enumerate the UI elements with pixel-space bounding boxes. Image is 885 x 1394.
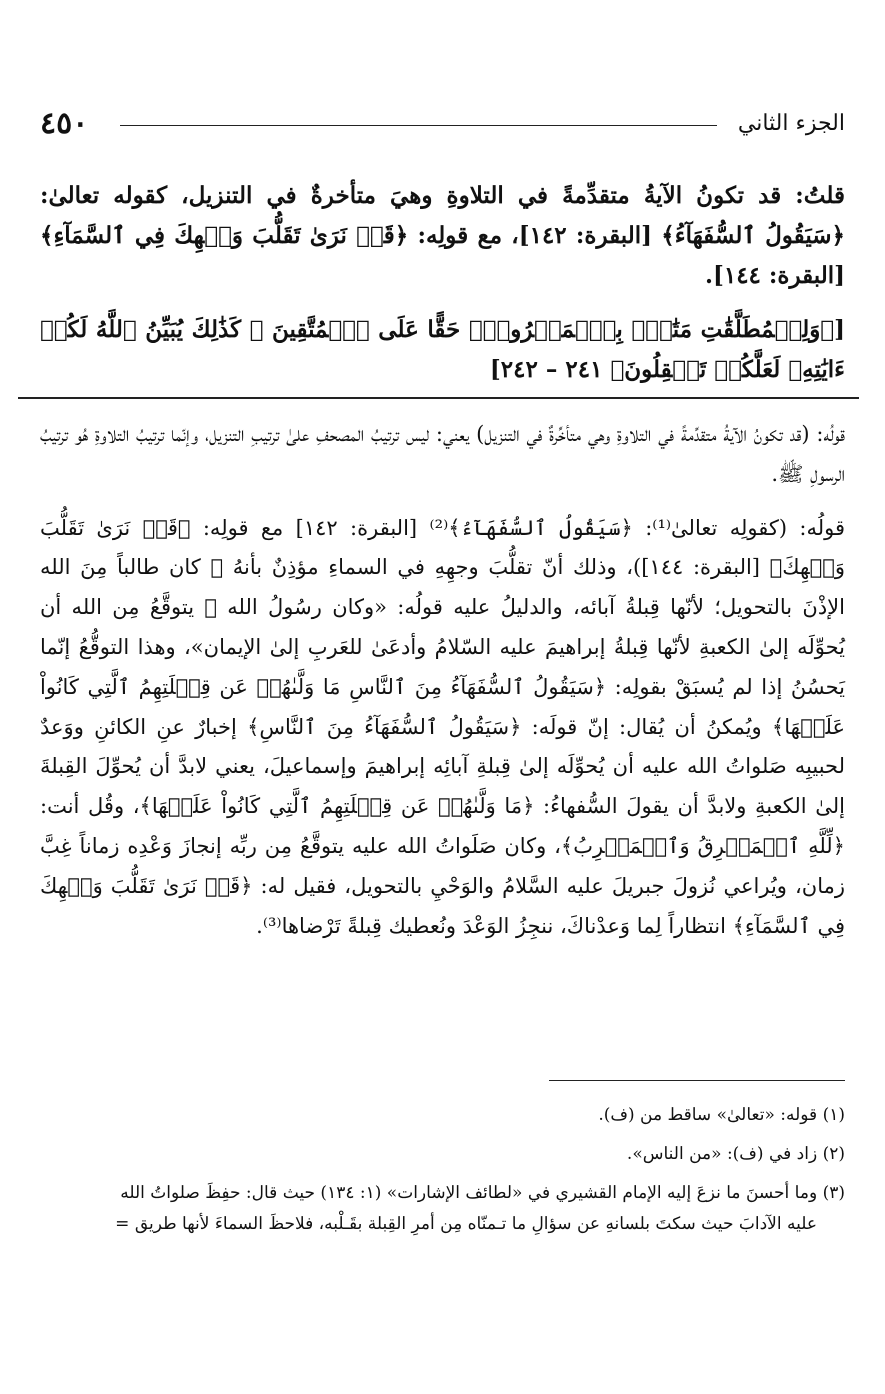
footnote-3-line-2: عليه الآدابَ حيث سكتَ بلسانهِ عن سؤالِ ما تـمنّاه مِن أمرِ القِبلة بقَـلْبه، فلاحظَ السماءَ لأنها طريق =: [115, 1214, 817, 1234]
matn-section: [40, 176, 845, 390]
page-number: ٤٥٠: [40, 106, 89, 141]
footnote-1: (١) قوله: «تعالىٰ» ساقط من (ف).: [598, 1105, 845, 1125]
footnotes: [40, 1100, 845, 1248]
sharh-section: [40, 415, 845, 960]
part-title: الجزء الثاني: [737, 111, 845, 136]
header-rule: [120, 125, 717, 126]
footnote-2: (٢) زاد في (ف): «من الناس».: [626, 1144, 845, 1164]
footnote-3: [40, 1178, 845, 1240]
page-header: [40, 104, 845, 144]
matn-verses: [﴿وَلِلۡمُطَلَّقَٰتِ مَتَٰعُۢ بِٱلۡمَعۡرُوفِۖ حَقًّا عَلَى ٱلۡمُتَّقِينَ ۞ كَذَٰلِكَ يُبَيِّنُ ٱللَّهُ لَكُمۡ ءَايَٰتِهِۦ لَعَلَّكُمۡ تَعۡقِلُونَ﴾ ٢٤١ – ٢٤٢]: [40, 316, 845, 383]
sharh-paragraph-1: قولُه: (قد تكونُ الآيةُ متقدِّمةً في التلاوةِ وهي متأخِّرةٌ في التنزيل) يعني: ليس ترتيبُ المصحفِ علىٰ ترتيبِ التنزيل، وإنّما ترتيبُ التلاوةِ هُو ترتيبُ الرسولِ ﷺ.: [40, 422, 845, 486]
sharh-paragraph-2: قولُه: (كقولِه تعالىٰ⁽¹⁾: ﴿سَيَقُولُ ٱلسُّفَهَآءُ﴾⁽²⁾ [البقرة: ١٤٢] مع قولِه: ﴿قَدۡ نَرَىٰ تَقَلُّبَ وَجۡهِكَ﴾ [البقرة: ١٤٤])، وذلك أنّ تقلُّبَ وجهِهِ في السماءِ مؤذِنٌ بأنهُ ﷺ كان طالباً مِنَ الله الإذْنَ بالتحويل؛ لأنّها قِبلةُ آبائه، والدليلُ عليه قولُه: «وكان رسُولُ الله ﷺ يتوقَّعُ مِن الله أن يُحوِّلَه إلىٰ الكعبةِ لأنّها قِبلةُ إبراهيمَ عليه السّلامُ وأدعَىٰ للعَربِ إلىٰ الإيمان»، وهذا التوقُّعُ إنّما يَحسُنُ إذا لم يُسبَقْ بقولِه: ﴿سَيَقُولُ ٱلسُّفَهَآءُ مِنَ ٱلنَّاسِ مَا وَلَّىٰهُمۡ عَن قِبۡلَتِهِمُ ٱلَّتِي كَانُواْ عَلَيۡهَا﴾ ويُمكنُ أن يُقال: إنّ قولَه: ﴿سَيَقُولُ ٱلسُّفَهَآءُ مِنَ ٱلنَّاسِ﴾ إخبارٌ عنِ الكائنِ ووَعدٌ لحبيبِه صَلواتُ الله عليه أن يُحوِّلَه إلىٰ قِبلةِ آبائِه إبراهيمَ وإسماعيلَ، يعني لابدَّ أن يُحوِّلَ القِبلةَ إلىٰ الكعبةِ ولابدَّ أن يقولَ السُّفهاءُ: ﴿مَا وَلَّىٰهُمۡ عَن قِبۡلَتِهِمُ ٱلَّتِي كَانُواْ عَلَيۡهَا﴾، وقُل أنت: ﴿لِّلَّهِ ٱلۡمَشۡرِقُ وَٱلۡمَغۡرِبُ﴾، وكان صَلَواتُ الله عليه يتوقَّعُ مِن ربِّه إنجازَ وَعْدِه زماناً غِبَّ زمان، ويُراعي نُزولَ جبريلَ عليه السَّلامُ والوَحْيِ بالتحويل، فقيل له: ﴿قَدۡ نَرَىٰ تَقَلُّبَ وَجۡهِكَ فِي ٱلسَّمَآءِ﴾ انتظاراً لِما وَعدْناكَ، ننجِزُ الوَعْدَ ونُعطيك قِبلةً تَرْضاها⁽³⁾.: [40, 515, 846, 938]
matn-question: قلتُ: قد تكونُ الآيةُ متقدِّمةً في التلاوةِ وهيَ متأخرةٌ في التنزيل، كقوله تعالىٰ: ﴿سَيَقُولُ ٱلسُّفَهَآءُ﴾ [البقرة: ١٤٢]، مع قولِه: ﴿قَدۡ نَرَىٰ تَقَلُّبَ وَجۡهِكَ فِي ٱلسَّمَآءِ﴾ [البقرة: ١٤٤].: [40, 182, 846, 289]
footnote-rule: [549, 1080, 845, 1081]
matn-sharh-divider: [18, 397, 859, 399]
footnote-3-line-1: (٣) وما أحسنَ ما نزعَ إليه الإمام القشيري في «لطائف الإشارات» (١: ١٣٤) حيث قال: حفِظَ صلواتُ الله: [120, 1183, 845, 1203]
